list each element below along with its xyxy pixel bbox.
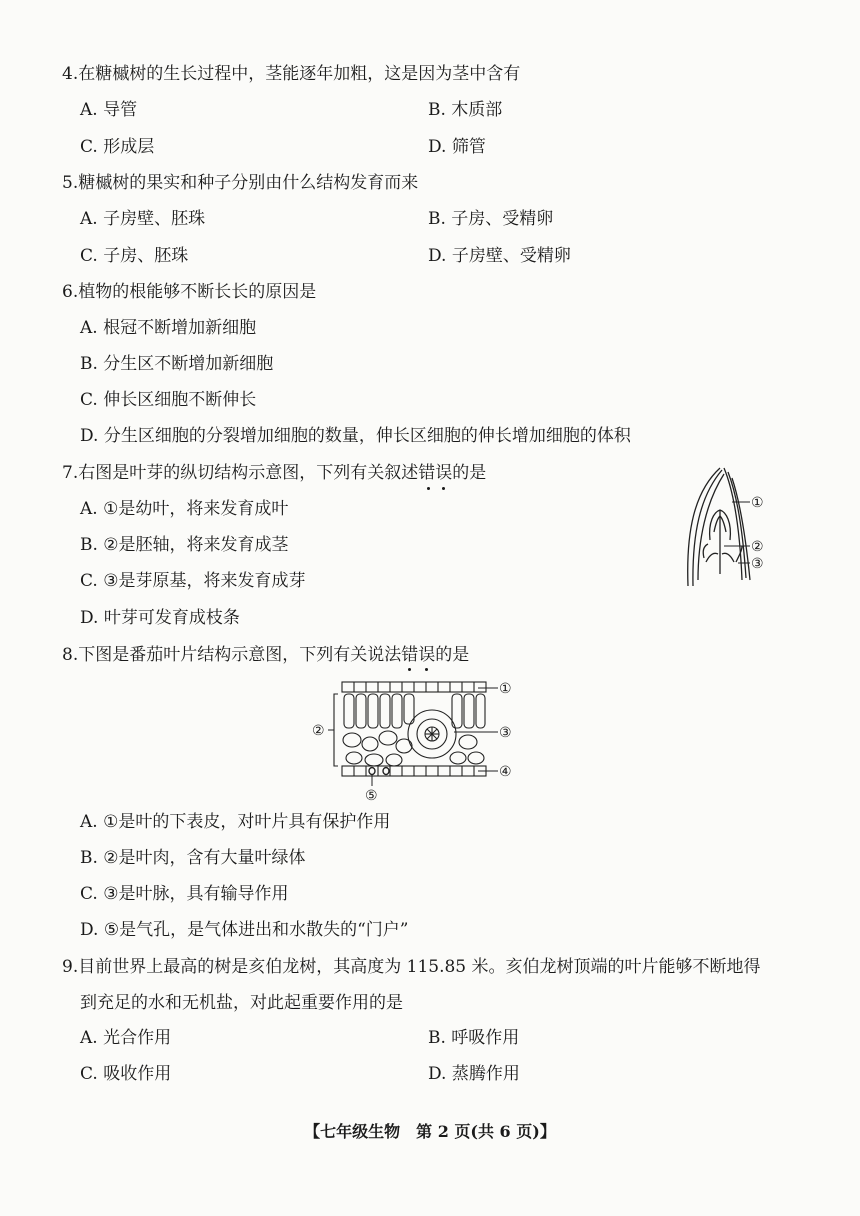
- bud-label-2: ②: [751, 539, 764, 555]
- question-7-stem: 7.右图是叶芽的纵切结构示意图，下列有关叙述错误的是: [62, 463, 487, 483]
- question-9-stem-continued: 到充足的水和无机盐，对此起重要作用的是: [80, 993, 403, 1013]
- question-8-option-d[interactable]: D. ⑤是气孔，是气体进出和水散失的“门户”: [80, 920, 409, 940]
- question-9-option-b[interactable]: B. 呼吸作用: [428, 1028, 520, 1048]
- leaf-label-4: ④: [499, 764, 512, 780]
- emphasis-dot: [427, 487, 430, 490]
- leaf-label-2: ②: [312, 723, 325, 739]
- question-4-option-b[interactable]: B. 木质部: [428, 100, 503, 120]
- question-7-option-d[interactable]: D. 叶芽可发育成枝条: [80, 608, 240, 628]
- question-6-stem: 6.植物的根能够不断长长的原因是: [62, 282, 317, 302]
- bud-label-1: ①: [751, 495, 764, 511]
- question-9-option-a[interactable]: A. 光合作用: [80, 1028, 172, 1048]
- question-6-option-a[interactable]: A. 根冠不断增加新细胞: [80, 318, 257, 338]
- leaf-bud-diagram: [680, 462, 790, 590]
- leaf-label-5: ⑤: [365, 788, 378, 804]
- question-7-option-a[interactable]: A. ①是幼叶，将来发育成叶: [80, 499, 289, 519]
- question-6-option-c[interactable]: C. 伸长区细胞不断伸长: [80, 390, 257, 410]
- question-5-stem: 5.糖槭树的果实和种子分别由什么结构发育而来: [62, 173, 419, 193]
- emphasis-dot: [425, 668, 428, 671]
- question-9-option-d[interactable]: D. 蒸腾作用: [428, 1064, 520, 1084]
- leaf-label-3: ③: [499, 725, 512, 741]
- question-5-option-d[interactable]: D. 子房壁、受精卵: [428, 246, 571, 266]
- emphasis-dot: [408, 668, 411, 671]
- question-6-option-d[interactable]: D. 分生区细胞的分裂增加细胞的数量，伸长区细胞的伸长增加细胞的体积: [80, 426, 631, 446]
- question-4-option-c[interactable]: C. 形成层: [80, 137, 155, 157]
- question-4-option-d[interactable]: D. 筛管: [428, 137, 486, 157]
- question-5-option-a[interactable]: A. 子房壁、胚珠: [80, 209, 206, 229]
- leaf-cross-section-diagram: [308, 672, 520, 804]
- question-9-stem: 9.目前世界上最高的树是亥伯龙树，其高度为 115.85 米。亥伯龙树顶端的叶片能够不断地得: [62, 957, 761, 977]
- question-7-option-c[interactable]: C. ③是芽原基，将来发育成芽: [80, 571, 306, 591]
- leaf-label-1: ①: [499, 681, 512, 697]
- question-7-option-b[interactable]: B. ②是胚轴，将来发育成茎: [80, 535, 289, 555]
- question-8-stem: 8.下图是番茄叶片结构示意图，下列有关说法错误的是: [62, 645, 470, 665]
- question-9-option-c[interactable]: C. 吸收作用: [80, 1064, 172, 1084]
- page-footer: 【七年级生物 第 2 页(共 6 页)】: [304, 1122, 556, 1141]
- bud-label-3: ③: [751, 556, 764, 572]
- question-8-option-a[interactable]: A. ①是叶的下表皮，对叶片具有保护作用: [80, 812, 391, 832]
- question-5-option-c[interactable]: C. 子房、胚珠: [80, 246, 189, 266]
- question-6-option-b[interactable]: B. 分生区不断增加新细胞: [80, 354, 274, 374]
- emphasis-dot: [442, 487, 445, 490]
- question-8-option-b[interactable]: B. ②是叶肉，含有大量叶绿体: [80, 848, 306, 868]
- question-8-option-c[interactable]: C. ③是叶脉，具有输导作用: [80, 884, 289, 904]
- question-4-stem: 4.在糖槭树的生长过程中，茎能逐年加粗，这是因为茎中含有: [62, 64, 521, 84]
- question-5-option-b[interactable]: B. 子房、受精卵: [428, 209, 554, 229]
- question-4-option-a[interactable]: A. 导管: [80, 100, 138, 120]
